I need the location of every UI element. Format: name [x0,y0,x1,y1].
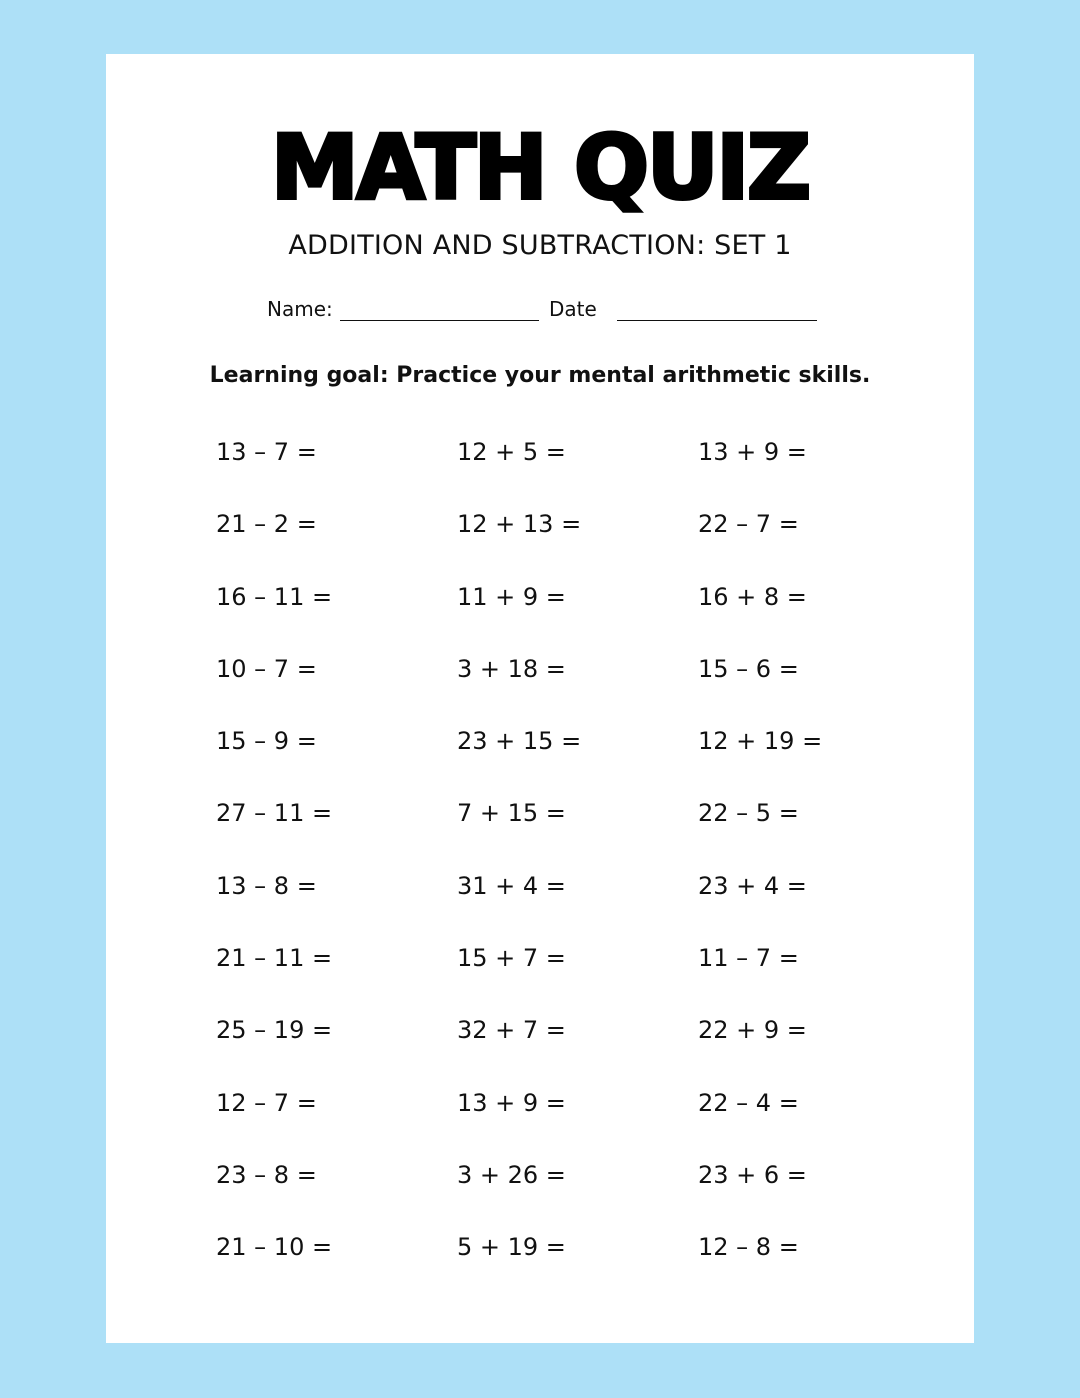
problem: 5 + 19 = [457,1233,566,1262]
problem: 15 – 6 = [698,654,799,683]
problem: 13 + 9 = [698,438,807,466]
problem: 12 + 5 = [457,438,566,466]
problem: 13 – 8 = [216,871,317,900]
problem: 12 + 13 = [457,510,582,539]
problem-row [216,723,936,795]
learning-goal: Learning goal: Practice your mental arithmetic skills. [209,363,871,388]
problem: 3 + 26 = [457,1160,566,1189]
problem: 13 + 9 = [457,1088,566,1117]
problem-row [216,940,936,1012]
date-field-line[interactable] [617,320,817,321]
problem: 22 + 9 = [698,1016,807,1045]
problem: 11 – 7 = [698,944,799,973]
problem: 10 – 7 = [216,654,317,683]
problem: 12 – 7 = [216,1088,317,1117]
problem: 23 + 6 = [698,1160,807,1189]
problem: 22 – 4 = [698,1088,799,1117]
problem: 16 – 11 = [216,582,333,611]
problem: 7 + 15 = [457,799,566,828]
problem: 16 + 8 = [698,582,807,611]
problem: 27 – 11 = [216,799,333,828]
problem-row [216,434,936,506]
problem: 15 + 7 = [457,944,566,973]
problem-row [216,868,936,940]
name-field-line[interactable] [340,320,539,321]
problem-row [216,795,936,867]
problem: 13 – 7 = [216,438,317,466]
problem: 21 – 11 = [216,944,333,973]
problem: 21 – 10 = [216,1233,333,1262]
problem-row [216,1085,936,1157]
problem: 32 + 7 = [457,1016,566,1045]
problem-row [216,1012,936,1084]
quiz-title: MATH QUIZ [271,116,809,219]
problem-row [216,579,936,651]
problem-row [216,651,936,723]
problem-row [216,506,936,578]
problem: 12 – 8 = [698,1233,799,1262]
name-label: Name: [267,297,333,321]
problem: 23 + 15 = [457,727,582,756]
date-label: Date [549,297,597,321]
problem: 22 – 7 = [698,510,799,539]
problem: 15 – 9 = [216,727,317,756]
problem: 23 + 4 = [698,871,807,900]
problem-row [216,1229,936,1301]
problem-row [216,1157,936,1229]
problem: 22 – 5 = [698,799,799,828]
problem: 12 + 19 = [698,727,823,756]
problem-grid [216,434,936,1302]
problem: 31 + 4 = [457,871,566,900]
problem: 25 – 19 = [216,1016,333,1045]
problem: 21 – 2 = [216,510,317,539]
quiz-subtitle: ADDITION AND SUBTRACTION: SET 1 [288,230,792,261]
problem: 3 + 18 = [457,654,566,683]
problem: 11 + 9 = [457,582,566,611]
problem: 23 – 8 = [216,1160,317,1189]
